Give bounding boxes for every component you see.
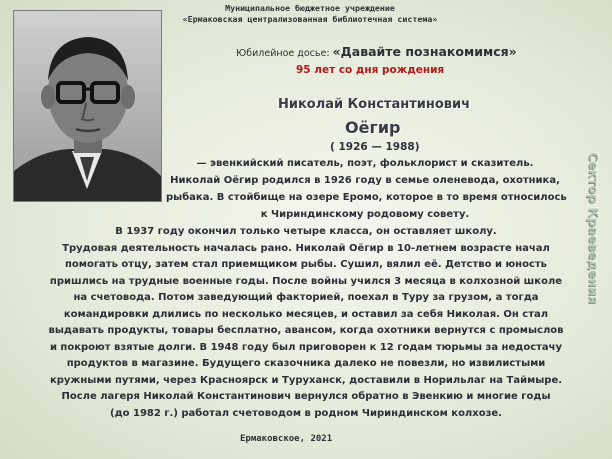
- biography-line: (до 1982 г.) работал счетоводом в родном Чириндинском колхозе.: [110, 407, 502, 419]
- dossier-title: «Давайте познакомимся»: [332, 44, 517, 59]
- intro-line: Николай Оёгир родился в 1926 году в семье оленевода, охотника,: [170, 175, 560, 186]
- intro-line: рыбака. В стойбище на озере Еромо, которое в то время относилось: [166, 192, 567, 203]
- intro-line: — эвенкийский писатель, поэт, фольклорист и сказитель.: [196, 158, 534, 169]
- intro-line: к Чириндинскому родовому совету.: [260, 209, 470, 220]
- dossier-label: Юбилейное досье:: [236, 48, 330, 59]
- portrait-photo: [13, 10, 162, 202]
- biography-line: выдавать продукты, товары бесплатно, авансом, когда охотники вернутся с промыслов: [48, 325, 564, 336]
- life-years: ( 1926 — 1988): [330, 141, 420, 153]
- biography-line: продуктов в магазине. Будущего сказочника далеко не повезли, но извилистыми: [66, 358, 546, 369]
- biography-line: кружными путями, через Красноярск и Туруханск, доставили в Норильлаг на Таймыре.: [49, 374, 563, 386]
- header-line-1: Муниципальное бюджетное учреждение: [225, 3, 395, 13]
- biography-line: Трудовая деятельность началась рано. Николай Оёгир в 10-летнем возрасте начал: [62, 242, 550, 254]
- biography-line: и покроют взятые долги. В 1948 году был приговорен к 12 годам тюрьмы за недостачу: [49, 341, 563, 353]
- biography-line: командировки длились по несколько месяцев, и оставил за себя Николая. Он стал: [63, 308, 549, 320]
- header-line-2: «Ермаковская централизованная библиотечная система»: [182, 14, 438, 24]
- intro-text: [166, 155, 567, 223]
- biography-line: После лагеря Николай Константинович вернулся обратно в Эвенкию и многие годы: [61, 391, 551, 402]
- biography-line: пришлись на трудные военные годы. После войны учился 3 месяца в колхозной школе: [49, 275, 563, 287]
- anniversary-title: 95 лет со дня рождения: [296, 64, 445, 76]
- biography-line: В 1937 году окончил только четыре класса, он оставляет школу.: [115, 226, 497, 237]
- dossier-line: [236, 44, 517, 59]
- biography-text: [32, 224, 580, 422]
- person-name: Николай Константинович: [278, 97, 471, 112]
- biography-line: помогать отцу, затем стал приемщиком рыбы. Сушил, вялил её. Детство и юность: [65, 259, 547, 270]
- person-surname: Оёгир: [345, 118, 401, 137]
- biography-line: на счетовода. Потом заведующий факторией, поехал в Туру за грузом, а тогда: [73, 292, 539, 303]
- side-section-label: [583, 148, 605, 308]
- footer-place-year: Ермаковское, 2021: [240, 434, 333, 444]
- side-label-text: Сектор Краеведения: [586, 152, 602, 304]
- institution-header: [150, 3, 470, 25]
